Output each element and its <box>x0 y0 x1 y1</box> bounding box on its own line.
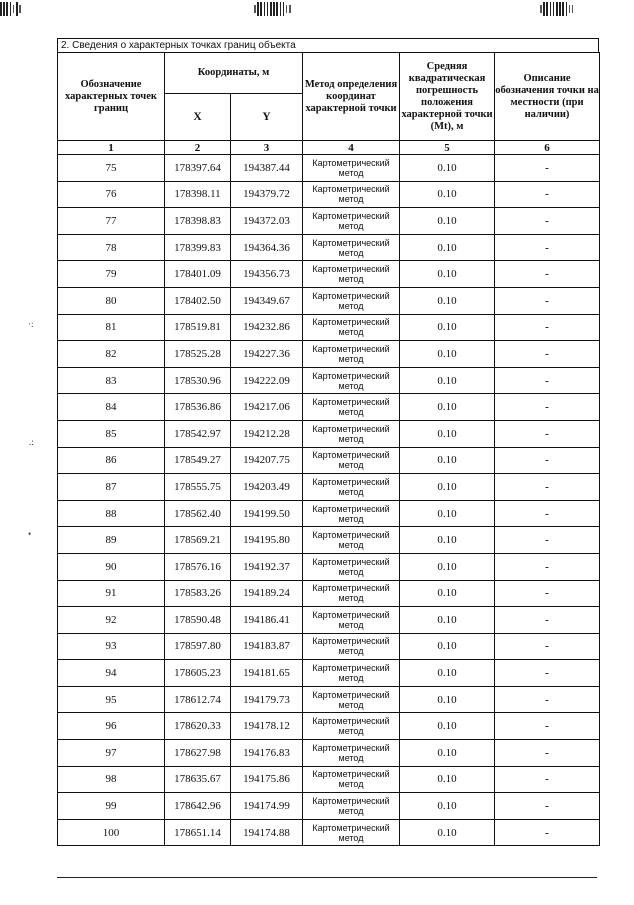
column-number: 1 <box>58 141 165 155</box>
point-cell: 83 <box>58 367 165 394</box>
method-cell: Картометрический метод <box>303 713 400 740</box>
table-row <box>58 633 600 660</box>
error-cell: 0.10 <box>400 713 495 740</box>
column-number: 4 <box>303 141 400 155</box>
table-row <box>58 367 600 394</box>
x-cell: 178576.16 <box>165 553 231 580</box>
table-row <box>58 155 600 182</box>
table-row <box>58 793 600 820</box>
x-cell: 178530.96 <box>165 367 231 394</box>
table-row <box>58 314 600 341</box>
error-cell: 0.10 <box>400 527 495 554</box>
y-cell: 194189.24 <box>231 580 303 607</box>
x-cell: 178398.83 <box>165 208 231 235</box>
error-cell: 0.10 <box>400 314 495 341</box>
table-row <box>58 766 600 793</box>
method-cell: Картометрический метод <box>303 793 400 820</box>
method-cell: Картометрический метод <box>303 394 400 421</box>
column-number: 2 <box>165 141 231 155</box>
point-cell: 80 <box>58 287 165 314</box>
y-cell: 194174.99 <box>231 793 303 820</box>
method-cell: Картометрический метод <box>303 527 400 554</box>
method-cell: Картометрический метод <box>303 553 400 580</box>
description-cell: - <box>495 819 600 846</box>
description-cell: - <box>495 394 600 421</box>
method-cell: Картометрический метод <box>303 234 400 261</box>
scan-speck: ·: <box>28 319 34 329</box>
description-cell: - <box>495 740 600 767</box>
table-row <box>58 527 600 554</box>
scan-speck: • <box>28 529 32 539</box>
x-cell: 178620.33 <box>165 713 231 740</box>
description-cell: - <box>495 367 600 394</box>
point-cell: 78 <box>58 234 165 261</box>
y-cell: 194349.67 <box>231 287 303 314</box>
description-cell: - <box>495 420 600 447</box>
description-cell: - <box>495 553 600 580</box>
method-cell: Картометрический метод <box>303 686 400 713</box>
x-cell: 178542.97 <box>165 420 231 447</box>
x-cell: 178397.64 <box>165 155 231 182</box>
scan-mark-left <box>0 2 22 16</box>
y-cell: 194183.87 <box>231 633 303 660</box>
x-cell: 178536.86 <box>165 394 231 421</box>
description-cell: - <box>495 500 600 527</box>
table-row <box>58 686 600 713</box>
point-cell: 87 <box>58 474 165 501</box>
point-cell: 79 <box>58 261 165 288</box>
table-row <box>58 420 600 447</box>
error-cell: 0.10 <box>400 793 495 820</box>
error-cell: 0.10 <box>400 474 495 501</box>
point-cell: 98 <box>58 766 165 793</box>
table-row <box>58 580 600 607</box>
table-body <box>58 155 600 846</box>
y-cell: 194379.72 <box>231 181 303 208</box>
point-cell: 95 <box>58 686 165 713</box>
y-cell: 194356.73 <box>231 261 303 288</box>
y-cell: 194199.50 <box>231 500 303 527</box>
y-cell: 194192.37 <box>231 553 303 580</box>
column-number: 3 <box>231 141 303 155</box>
description-cell: - <box>495 766 600 793</box>
method-cell: Картометрический метод <box>303 580 400 607</box>
point-cell: 89 <box>58 527 165 554</box>
error-cell: 0.10 <box>400 394 495 421</box>
description-cell: - <box>495 686 600 713</box>
y-cell: 194212.28 <box>231 420 303 447</box>
y-cell: 194175.86 <box>231 766 303 793</box>
point-cell: 99 <box>58 793 165 820</box>
header-error: Средняя квадратическая погрешность положения характерной точки (Mt), м <box>400 53 495 141</box>
description-cell: - <box>495 314 600 341</box>
error-cell: 0.10 <box>400 607 495 634</box>
error-cell: 0.10 <box>400 367 495 394</box>
x-cell: 178569.21 <box>165 527 231 554</box>
method-cell: Картометрический метод <box>303 500 400 527</box>
error-cell: 0.10 <box>400 500 495 527</box>
point-cell: 91 <box>58 580 165 607</box>
method-cell: Картометрический метод <box>303 474 400 501</box>
table-row <box>58 660 600 687</box>
table-row <box>58 181 600 208</box>
error-cell: 0.10 <box>400 766 495 793</box>
x-cell: 178519.81 <box>165 314 231 341</box>
description-cell: - <box>495 447 600 474</box>
table-row <box>58 713 600 740</box>
method-cell: Картометрический метод <box>303 341 400 368</box>
bottom-rule <box>57 877 597 878</box>
point-cell: 97 <box>58 740 165 767</box>
description-cell: - <box>495 287 600 314</box>
description-cell: - <box>495 713 600 740</box>
scan-marks <box>0 2 634 18</box>
error-cell: 0.10 <box>400 633 495 660</box>
description-cell: - <box>495 580 600 607</box>
method-cell: Картометрический метод <box>303 660 400 687</box>
table-row <box>58 607 600 634</box>
point-cell: 76 <box>58 181 165 208</box>
x-cell: 178597.80 <box>165 633 231 660</box>
y-cell: 194181.65 <box>231 660 303 687</box>
error-cell: 0.10 <box>400 447 495 474</box>
error-cell: 0.10 <box>400 208 495 235</box>
point-cell: 96 <box>58 713 165 740</box>
x-cell: 178651.14 <box>165 819 231 846</box>
y-cell: 194179.73 <box>231 686 303 713</box>
error-cell: 0.10 <box>400 420 495 447</box>
error-cell: 0.10 <box>400 234 495 261</box>
x-cell: 178562.40 <box>165 500 231 527</box>
description-cell: - <box>495 155 600 182</box>
header-designation: Обозначение характерных точек границ <box>58 53 165 141</box>
y-cell: 194217.06 <box>231 394 303 421</box>
y-cell: 194232.86 <box>231 314 303 341</box>
method-cell: Картометрический метод <box>303 181 400 208</box>
scan-mark-center <box>254 2 292 16</box>
y-cell: 194203.49 <box>231 474 303 501</box>
error-cell: 0.10 <box>400 660 495 687</box>
table-row <box>58 208 600 235</box>
document-sheet <box>57 38 599 846</box>
y-cell: 194207.75 <box>231 447 303 474</box>
x-cell: 178401.09 <box>165 261 231 288</box>
header-description: Описание обозначения точки на местности (при наличии) <box>495 53 600 141</box>
error-cell: 0.10 <box>400 341 495 368</box>
x-cell: 178549.27 <box>165 447 231 474</box>
description-cell: - <box>495 474 600 501</box>
error-cell: 0.10 <box>400 686 495 713</box>
description-cell: - <box>495 341 600 368</box>
y-cell: 194178.12 <box>231 713 303 740</box>
header-x: X <box>165 94 231 141</box>
method-cell: Картометрический метод <box>303 367 400 394</box>
point-cell: 84 <box>58 394 165 421</box>
y-cell: 194176.83 <box>231 740 303 767</box>
header-method: Метод определения координат характерной точки <box>303 53 400 141</box>
x-cell: 178402.50 <box>165 287 231 314</box>
method-cell: Картометрический метод <box>303 208 400 235</box>
point-cell: 86 <box>58 447 165 474</box>
error-cell: 0.10 <box>400 181 495 208</box>
point-cell: 85 <box>58 420 165 447</box>
y-cell: 194195.80 <box>231 527 303 554</box>
description-cell: - <box>495 527 600 554</box>
y-cell: 194186.41 <box>231 607 303 634</box>
method-cell: Картометрический метод <box>303 420 400 447</box>
table-row <box>58 474 600 501</box>
error-cell: 0.10 <box>400 580 495 607</box>
method-cell: Картометрический метод <box>303 447 400 474</box>
header-y: Y <box>231 94 303 141</box>
x-cell: 178583.26 <box>165 580 231 607</box>
point-cell: 93 <box>58 633 165 660</box>
error-cell: 0.10 <box>400 287 495 314</box>
table-row <box>58 500 600 527</box>
table-row <box>58 394 600 421</box>
boundary-points-table <box>57 52 600 846</box>
description-cell: - <box>495 793 600 820</box>
x-cell: 178590.48 <box>165 607 231 634</box>
table-row <box>58 447 600 474</box>
x-cell: 178605.23 <box>165 660 231 687</box>
point-cell: 90 <box>58 553 165 580</box>
method-cell: Картометрический метод <box>303 819 400 846</box>
y-cell: 194174.88 <box>231 819 303 846</box>
table-row <box>58 553 600 580</box>
x-cell: 178555.75 <box>165 474 231 501</box>
point-cell: 100 <box>58 819 165 846</box>
table-row <box>58 234 600 261</box>
section-caption: 2. Сведения о характерных точках границ объекта <box>57 38 599 52</box>
description-cell: - <box>495 208 600 235</box>
error-cell: 0.10 <box>400 155 495 182</box>
scan-mark-right <box>540 2 575 16</box>
y-cell: 194222.09 <box>231 367 303 394</box>
x-cell: 178398.11 <box>165 181 231 208</box>
y-cell: 194364.36 <box>231 234 303 261</box>
point-cell: 92 <box>58 607 165 634</box>
error-cell: 0.10 <box>400 261 495 288</box>
description-cell: - <box>495 633 600 660</box>
method-cell: Картометрический метод <box>303 261 400 288</box>
y-cell: 194227.36 <box>231 341 303 368</box>
point-cell: 75 <box>58 155 165 182</box>
method-cell: Картометрический метод <box>303 155 400 182</box>
point-cell: 88 <box>58 500 165 527</box>
point-cell: 81 <box>58 314 165 341</box>
x-cell: 178399.83 <box>165 234 231 261</box>
x-cell: 178635.67 <box>165 766 231 793</box>
table-row <box>58 819 600 846</box>
x-cell: 178642.96 <box>165 793 231 820</box>
table-row <box>58 261 600 288</box>
table-row <box>58 740 600 767</box>
y-cell: 194387.44 <box>231 155 303 182</box>
method-cell: Картометрический метод <box>303 314 400 341</box>
method-cell: Картометрический метод <box>303 633 400 660</box>
table-row <box>58 341 600 368</box>
scan-speck: .: <box>29 437 34 447</box>
point-cell: 82 <box>58 341 165 368</box>
error-cell: 0.10 <box>400 819 495 846</box>
x-cell: 178627.98 <box>165 740 231 767</box>
method-cell: Картометрический метод <box>303 766 400 793</box>
method-cell: Картометрический метод <box>303 607 400 634</box>
description-cell: - <box>495 234 600 261</box>
description-cell: - <box>495 660 600 687</box>
table-row <box>58 287 600 314</box>
column-number: 5 <box>400 141 495 155</box>
point-cell: 77 <box>58 208 165 235</box>
x-cell: 178525.28 <box>165 341 231 368</box>
error-cell: 0.10 <box>400 740 495 767</box>
method-cell: Картометрический метод <box>303 740 400 767</box>
header-coordinates: Координаты, м <box>165 53 303 94</box>
error-cell: 0.10 <box>400 553 495 580</box>
y-cell: 194372.03 <box>231 208 303 235</box>
x-cell: 178612.74 <box>165 686 231 713</box>
point-cell: 94 <box>58 660 165 687</box>
description-cell: - <box>495 607 600 634</box>
description-cell: - <box>495 181 600 208</box>
method-cell: Картометрический метод <box>303 287 400 314</box>
column-number: 6 <box>495 141 600 155</box>
description-cell: - <box>495 261 600 288</box>
